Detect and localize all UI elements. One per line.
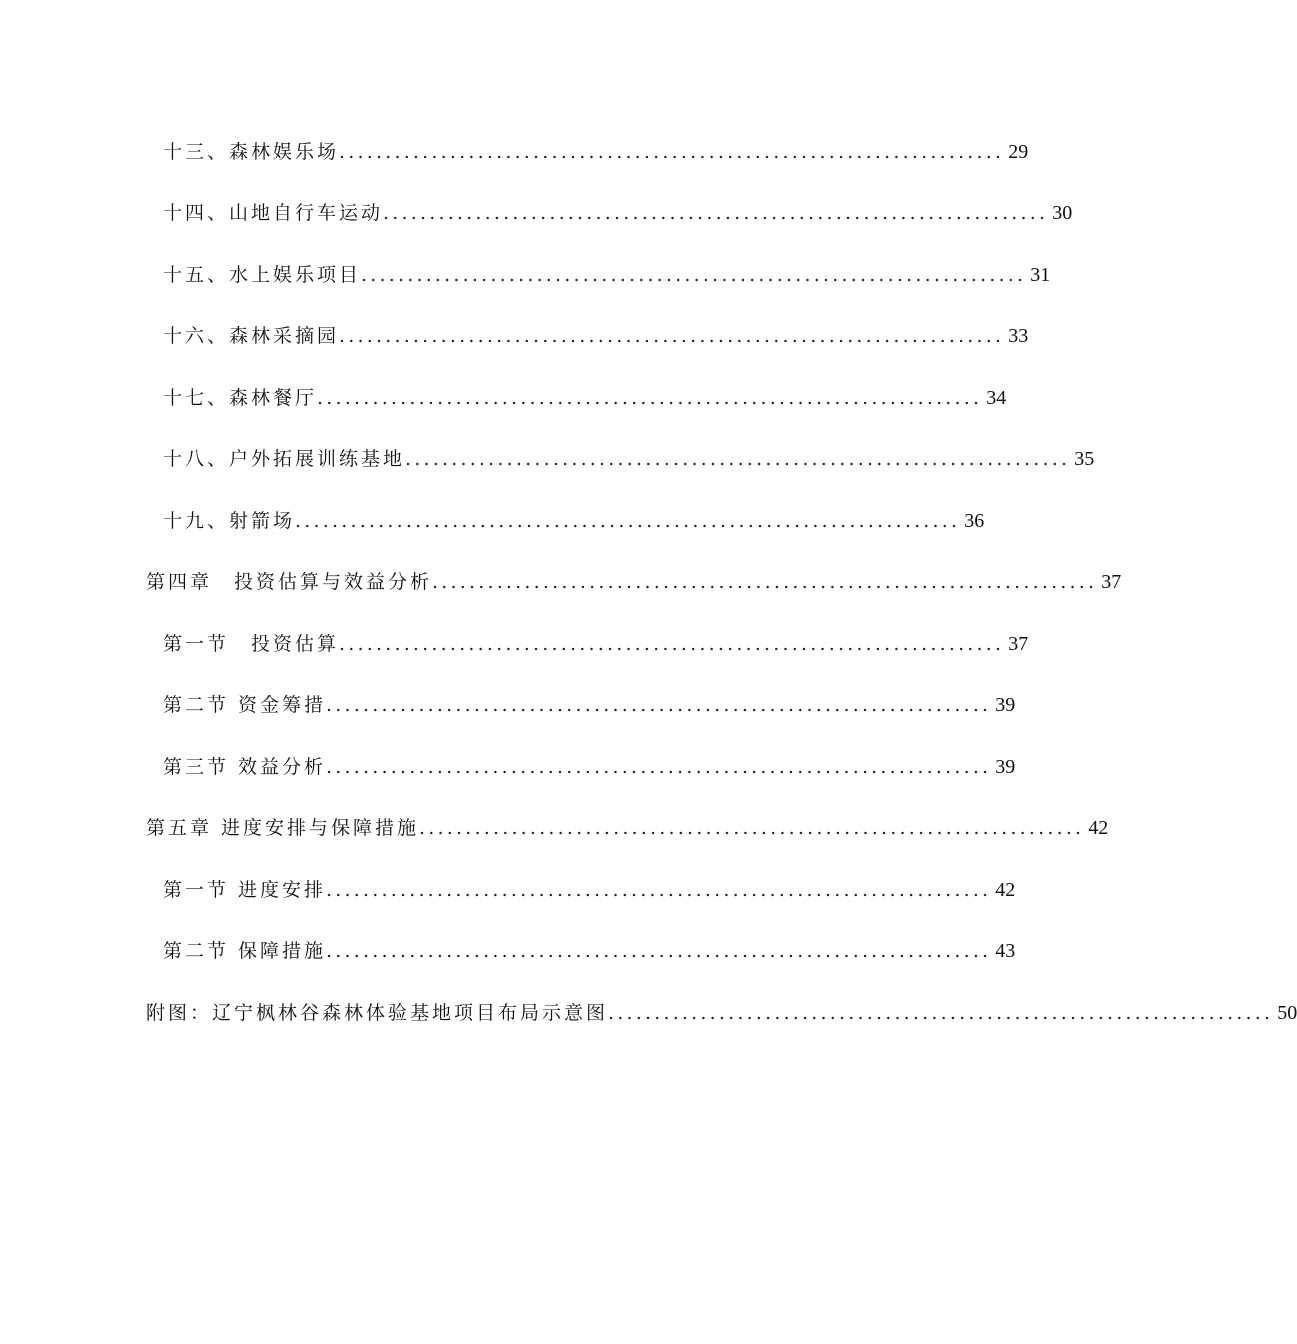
toc-entry[interactable] — [163, 875, 1016, 905]
toc-entry-title: 十七、森林餐厅 — [163, 387, 318, 409]
toc-entry[interactable] — [163, 260, 1051, 290]
toc-entry-title: 第三节 效益分析 — [163, 756, 327, 778]
toc-entry-page: 42 — [1088, 817, 1109, 839]
dot-leader: ........................................................................ — [339, 633, 1005, 655]
dot-leader: ........................................................................ — [339, 141, 1005, 163]
toc-entry[interactable] — [163, 444, 1095, 474]
toc-entry[interactable] — [146, 813, 1109, 843]
toc-entry-title: 十九、射箭场 — [163, 510, 296, 532]
toc-entry-title: 第一节 投资估算 — [163, 633, 340, 655]
toc-entry-page: 37 — [1008, 633, 1029, 655]
toc-entry-page: 39 — [995, 756, 1016, 778]
toc-entry-page: 43 — [995, 940, 1016, 962]
toc-entry[interactable] — [163, 629, 1029, 659]
toc-entry-title: 十八、户外拓展训练基地 — [163, 448, 406, 470]
toc-entry[interactable] — [163, 137, 1029, 167]
toc-entry[interactable] — [163, 506, 985, 536]
dot-leader: ........................................................................ — [339, 325, 1005, 347]
toc-entry-page: 50 — [1277, 1002, 1297, 1024]
toc-entry-title: 第二节 资金筹措 — [163, 694, 327, 716]
toc-entry-page: 33 — [1008, 325, 1029, 347]
dot-leader: ........................................................................ — [608, 1002, 1274, 1024]
toc-entry[interactable] — [163, 321, 1029, 351]
toc-entry-page: 39 — [995, 694, 1016, 716]
dot-leader: ........................................................................ — [326, 694, 992, 716]
toc-entry[interactable] — [163, 752, 1016, 782]
toc-entry-title: 第一节 进度安排 — [163, 879, 327, 901]
toc-entry-page: 42 — [995, 879, 1016, 901]
toc-entry[interactable] — [163, 690, 1016, 720]
toc-entry-title: 十六、森林采摘园 — [163, 325, 340, 347]
dot-leader: ........................................................................ — [405, 448, 1071, 470]
toc-entry-title: 第四章 投资估算与效益分析 — [146, 571, 433, 593]
toc-entry-title: 十五、水上娱乐项目 — [163, 264, 362, 286]
toc-entry-page: 36 — [964, 510, 985, 532]
toc-entry-page: 34 — [986, 387, 1007, 409]
dot-leader: ........................................................................ — [326, 940, 992, 962]
toc-entry[interactable] — [146, 567, 1122, 597]
toc-entry-title: 第五章 进度安排与保障措施 — [146, 817, 420, 839]
toc-entry-title: 十三、森林娱乐场 — [163, 141, 340, 163]
dot-leader: ........................................................................ — [419, 817, 1085, 839]
dot-leader: ........................................................................ — [432, 571, 1098, 593]
dot-leader: ........................................................................ — [317, 387, 983, 409]
toc-entry-page: 35 — [1074, 448, 1095, 470]
dot-leader: ........................................................................ — [295, 510, 961, 532]
toc-entry-title: 第二节 保障措施 — [163, 940, 327, 962]
toc-entry-page: 30 — [1052, 202, 1073, 224]
toc-entry[interactable] — [163, 936, 1016, 966]
dot-leader: ........................................................................ — [326, 879, 992, 901]
toc-entry-title: 十四、山地自行车运动 — [163, 202, 384, 224]
toc-entry-page: 37 — [1101, 571, 1122, 593]
toc-entry[interactable] — [163, 198, 1073, 228]
toc-entry-title: 附图：辽宁枫林谷森林体验基地项目布局示意图 — [146, 1002, 609, 1024]
toc-entry-page: 31 — [1030, 264, 1051, 286]
dot-leader: ........................................................................ — [361, 264, 1027, 286]
toc-entry[interactable] — [163, 383, 1007, 413]
dot-leader: ........................................................................ — [326, 756, 992, 778]
toc-entry-page: 29 — [1008, 141, 1029, 163]
toc-entry[interactable] — [146, 998, 1297, 1028]
dot-leader: ........................................................................ — [383, 202, 1049, 224]
